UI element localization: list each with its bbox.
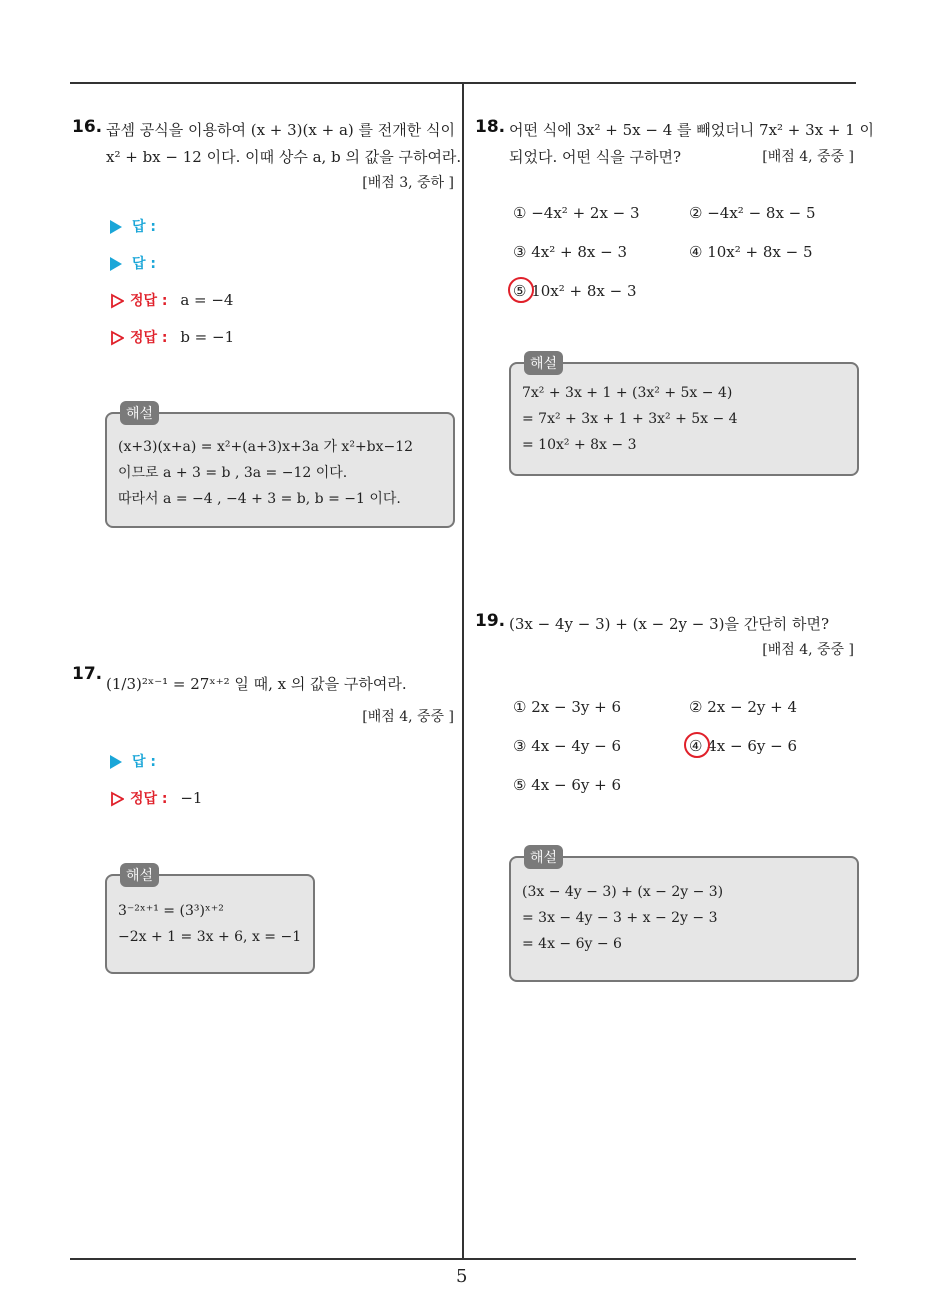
q16-key2: b = −1 — [180, 328, 235, 346]
key-label: 정답 : — [130, 293, 168, 309]
key-label: 정답 : — [130, 791, 168, 807]
q16-answer-row-2 — [110, 253, 156, 273]
answer-circle-mark — [684, 732, 710, 758]
q18-text-line2: 되었다. 어떤 식을 구하면? — [509, 148, 682, 166]
column-divider — [462, 83, 464, 1259]
q17-key-row — [110, 788, 202, 808]
q16-key-row-1 — [110, 290, 233, 310]
q16-explanation-tab: 해설 — [120, 401, 159, 425]
play-icon — [110, 257, 122, 271]
q16-explain-line2: 이므로 a + 3 = b , 3a = −12 이다. — [118, 465, 348, 481]
q19-option-1[interactable]: ① 2x − 3y + 6 — [513, 698, 621, 716]
q18-option-1[interactable]: ① −4x² + 2x − 3 — [513, 204, 640, 222]
q17-explain-line1: 3⁻²ˣ⁺¹ = (3³)ˣ⁺² — [118, 903, 224, 919]
q17-explain-line2: −2x + 1 = 3x + 6, x = −1 — [118, 929, 302, 945]
q19-explain-line1: (3x − 4y − 3) + (x − 2y − 3) — [522, 884, 724, 900]
q19-number: 19. — [475, 611, 506, 631]
key-label: 정답 : — [130, 330, 168, 346]
q16-explain-line1: (x+3)(x+a) = x²+(a+3)x+3a 가 x²+bx−12 — [118, 439, 414, 455]
q19-explanation-tab: 해설 — [524, 845, 563, 869]
q17-number: 17. — [72, 664, 103, 684]
answer-label: 답 : — [132, 754, 156, 770]
q19-points: [배점 4, 중중 ] — [762, 642, 854, 658]
q18-option-2[interactable]: ② −4x² − 8x − 5 — [689, 204, 816, 222]
q16-key1: a = −4 — [180, 291, 234, 309]
q18-option-3[interactable]: ③ 4x² + 8x − 3 — [513, 243, 627, 261]
q18-option-5[interactable]: ⑤ 10x² + 8x − 3 — [513, 282, 637, 300]
q17-points: [배점 4, 중중 ] — [362, 709, 454, 725]
q17-explanation-tab: 해설 — [120, 863, 159, 887]
play-icon — [110, 755, 122, 769]
q19-option-4[interactable]: ④ 4x − 6y − 6 — [689, 737, 797, 755]
answer-circle-mark — [508, 277, 534, 303]
q16-answer-row-1 — [110, 216, 156, 236]
q19-option-5[interactable]: ⑤ 4x − 6y + 6 — [513, 776, 621, 794]
q17-question: (1/3)²ˣ⁻¹ = 27ˣ⁺² 일 때, x 의 값을 구하여라. — [106, 675, 407, 693]
q18-explain-line3: = 10x² + 8x − 3 — [522, 437, 637, 453]
answer-label: 답 : — [132, 256, 156, 272]
q17-answer-row — [110, 751, 156, 771]
q16-explain-line3: 따라서 a = −4 , −4 + 3 = b, b = −1 이다. — [118, 491, 401, 507]
page-number: 5 — [456, 1266, 468, 1287]
q18-explain-line2: = 7x² + 3x + 1 + 3x² + 5x − 4 — [522, 411, 738, 427]
q16-number: 16. — [72, 117, 103, 137]
q16-key-row-2 — [110, 327, 234, 347]
q16-text-line2: x² + bx − 12 이다. 이때 상수 a, b 의 값을 구하여라. — [106, 148, 462, 166]
q16-points: [배점 3, 중하 ] — [362, 175, 454, 191]
q18-points: [배점 4, 중중 ] — [762, 149, 854, 165]
q19-explain-line3: = 4x − 6y − 6 — [522, 936, 622, 952]
q18-number: 18. — [475, 117, 506, 137]
q16-text-line1: 곱셈 공식을 이용하여 (x + 3)(x + a) 를 전개한 식이 — [106, 121, 455, 139]
q19-explain-line2: = 3x − 4y − 3 + x − 2y − 3 — [522, 910, 718, 926]
q18-explanation-tab: 해설 — [524, 351, 563, 375]
q17-explanation-box — [105, 874, 315, 974]
q19-option-3[interactable]: ③ 4x − 4y − 6 — [513, 737, 621, 755]
q17-key1: −1 — [180, 789, 203, 807]
q18-text-line1: 어떤 식에 3x² + 5x − 4 를 빼었더니 7x² + 3x + 1 이 — [509, 121, 875, 139]
bottom-rule — [70, 1258, 856, 1260]
play-outline-icon — [110, 330, 124, 346]
play-outline-icon — [110, 293, 124, 309]
play-outline-icon — [110, 791, 124, 807]
answer-label: 답 : — [132, 219, 156, 235]
q18-explain-line1: 7x² + 3x + 1 + (3x² + 5x − 4) — [522, 385, 733, 401]
q18-option-4[interactable]: ④ 10x² + 8x − 5 — [689, 243, 813, 261]
play-icon — [110, 220, 122, 234]
q19-question: (3x − 4y − 3) + (x − 2y − 3)을 간단히 하면? — [509, 615, 830, 633]
q19-option-2[interactable]: ② 2x − 2y + 4 — [689, 698, 797, 716]
